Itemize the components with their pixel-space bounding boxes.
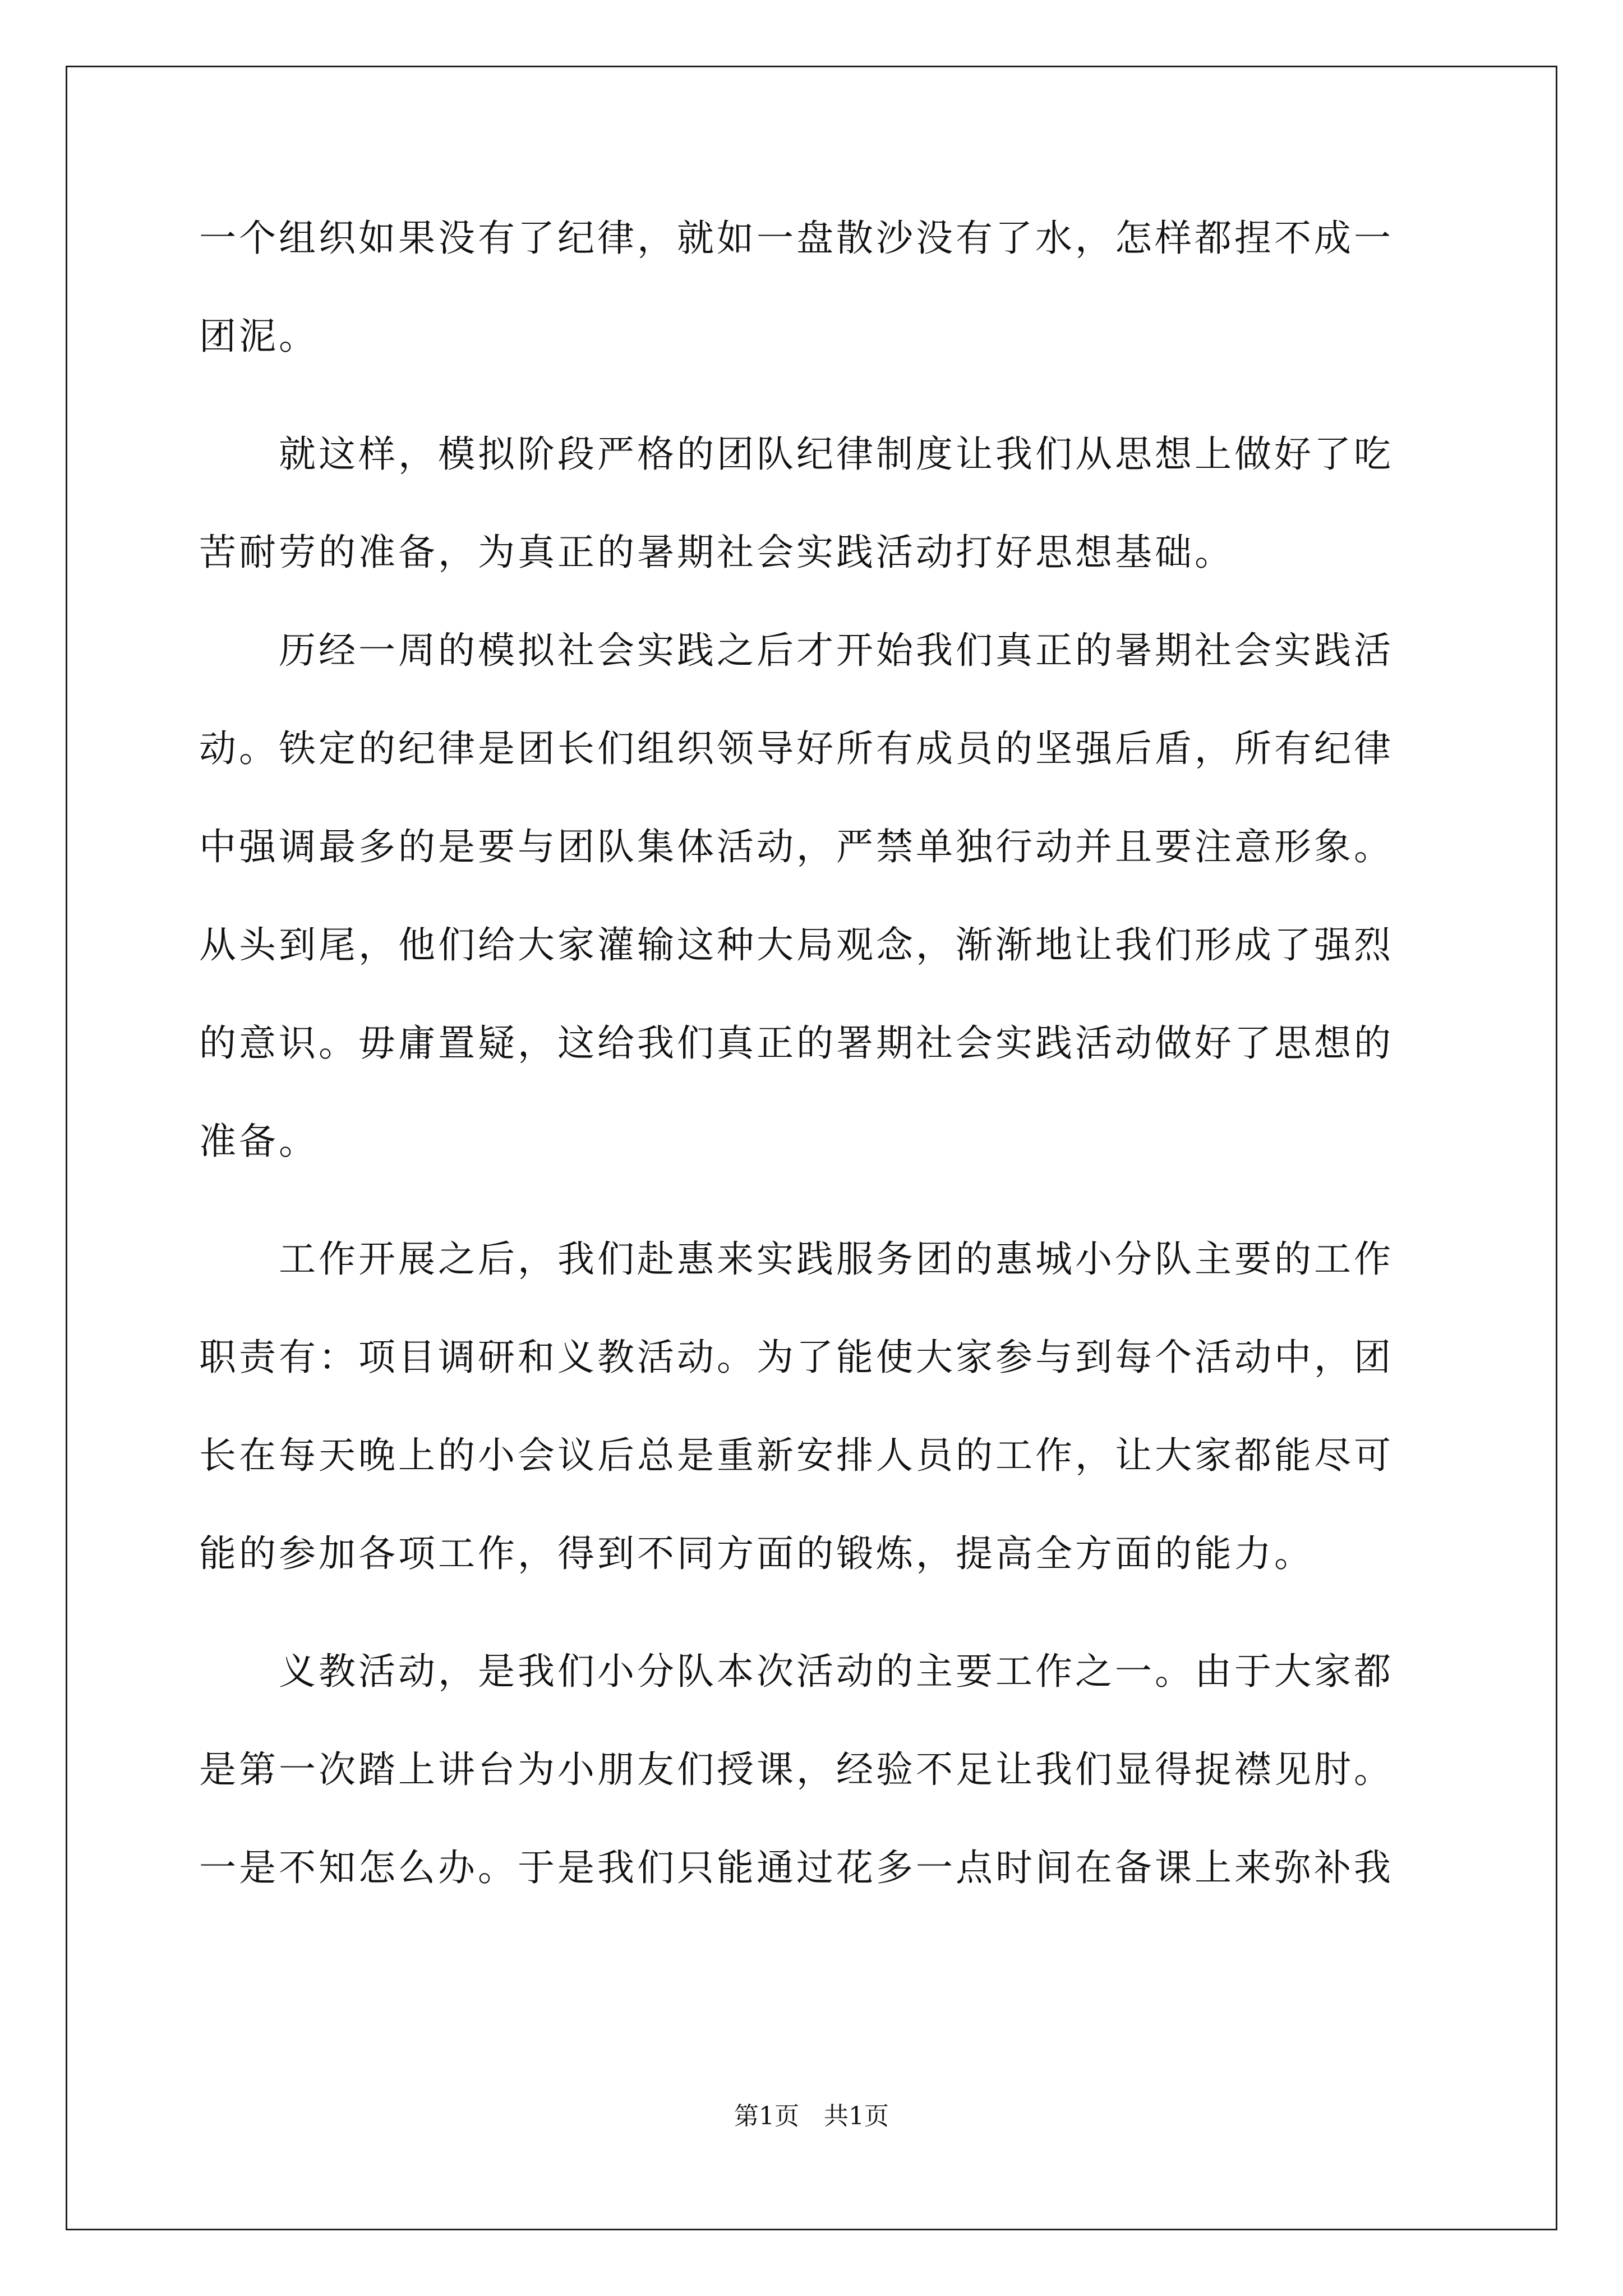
text-line-8: 从头到尾，他们给大家灌输这种大局观念，渐渐地让我们形成了强烈	[199, 923, 1394, 967]
text-line-12: 职责有：项目调研和义教活动。为了能使大家参与到每个活动中，团	[199, 1336, 1394, 1379]
text-line-4: 苦耐劳的准备，为真正的暑期社会实践活动打好思想基础。	[199, 531, 1234, 574]
text-line-5: 历经一周的模拟社会实践之后才开始我们真正的暑期社会实践活	[199, 629, 1394, 672]
text-line-10: 准备。	[199, 1120, 319, 1163]
text-line-9: 的意识。毋庸置疑，这给我们真正的署期社会实践活动做好了思想的	[199, 1022, 1394, 1065]
text-line-6: 动。铁定的纪律是团长们组织领导好所有成员的坚强后盾，所有纪律	[199, 727, 1394, 770]
text-line-13: 长在每天晚上的小会议后总是重新安排人员的工作，让大家都能尽可	[199, 1434, 1394, 1477]
text-line-7: 中强调最多的是要与团队集体活动，严禁单独行动并且要注意形象。	[199, 825, 1394, 868]
text-line-16: 是第一次踏上讲台为小朋友们授课，经验不足让我们显得捉襟见肘。	[199, 1748, 1394, 1791]
text-line-1: 一个组织如果没有了纪律，就如一盘散沙没有了水，怎样都捏不成一	[199, 217, 1394, 260]
text-line-15: 义教活动，是我们小分队本次活动的主要工作之一。由于大家都	[199, 1650, 1394, 1693]
text-line-17: 一是不知怎么办。于是我们只能通过花多一点时间在备课上来弥补我	[199, 1846, 1394, 1889]
text-line-3: 就这样，模拟阶段严格的团队纪律制度让我们从思想上做好了吃	[199, 432, 1394, 476]
text-line-2: 团泥。	[199, 315, 319, 358]
text-line-11: 工作开展之后，我们赴惠来实践服务团的惠城小分队主要的工作	[199, 1237, 1394, 1281]
page-footer: 第1页 共1页	[734, 2102, 889, 2131]
text-line-14: 能的参加各项工作，得到不同方面的锻炼，提高全方面的能力。	[199, 1532, 1314, 1575]
